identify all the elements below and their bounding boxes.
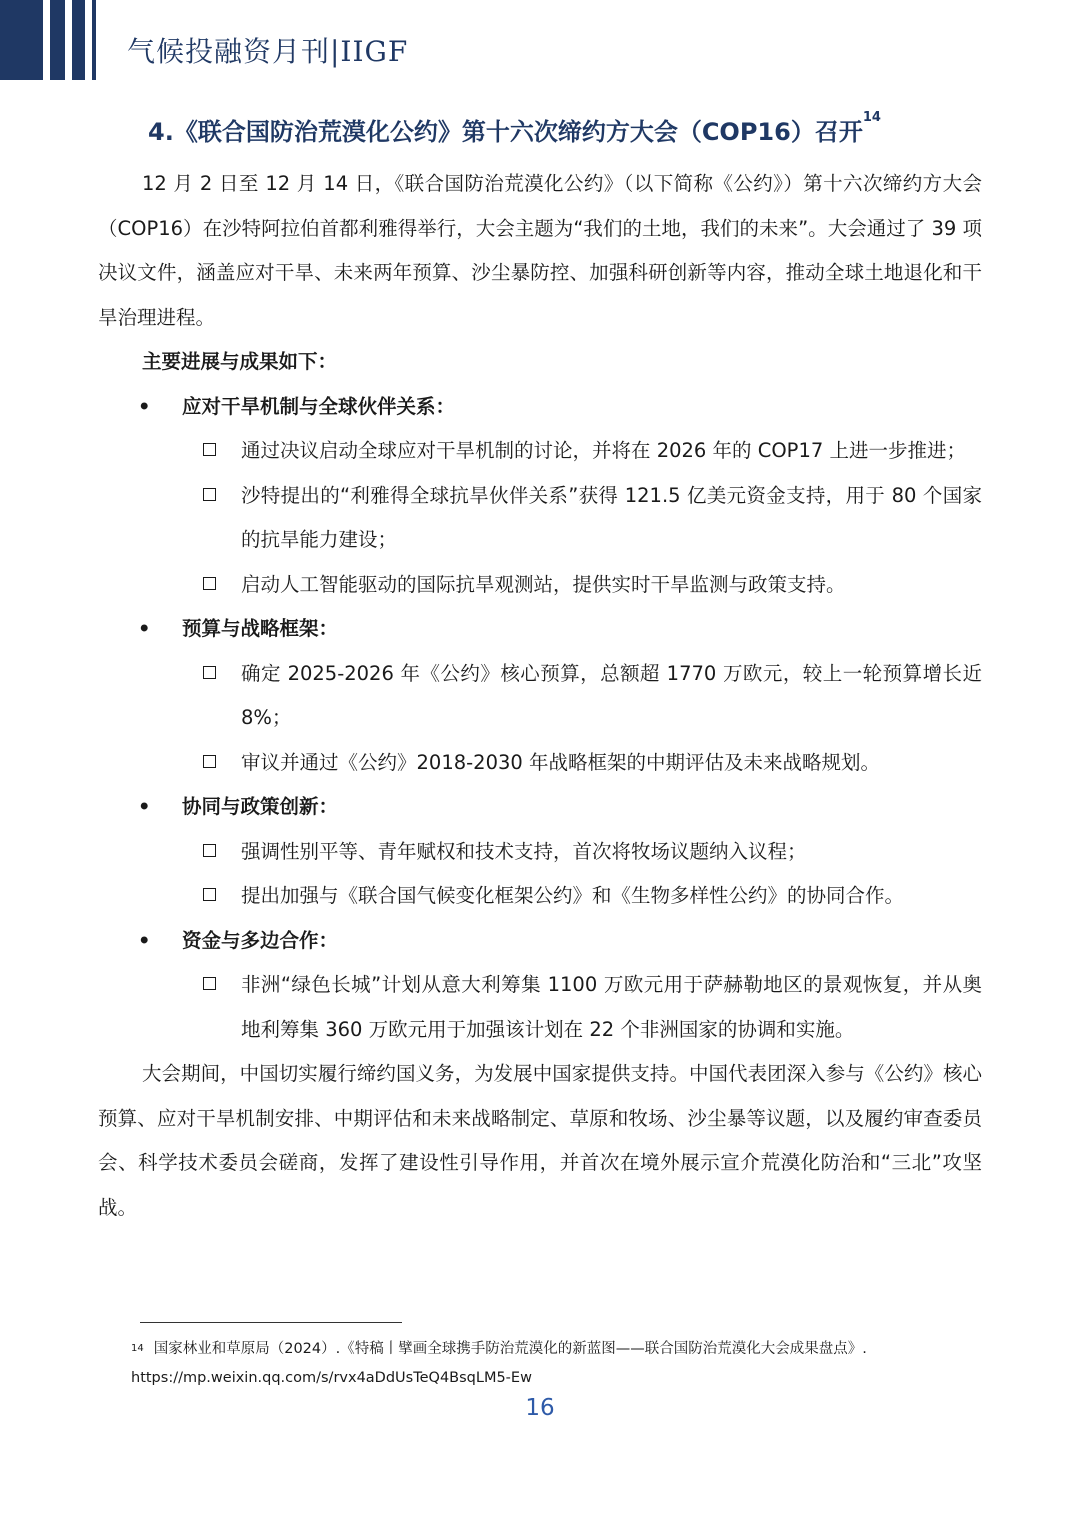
checkbox-icon [203, 443, 216, 456]
list-item-text: 确定 2025-2026 年《公约》核心预算，总额超 1770 万欧元，较上一轮预算增长近 8%； [241, 661, 982, 729]
list-item [98, 563, 982, 608]
page-number: 16 [525, 1395, 555, 1421]
list-item-text: 审议并通过《公约》2018-2030 年战略框架的中期评估及未来战略规划。 [241, 750, 880, 774]
section-title [148, 112, 881, 147]
header-bar [0, 0, 43, 80]
list-item [98, 963, 982, 1052]
footnote-number: 14 [131, 1343, 144, 1354]
footnote-ref: 14 [862, 110, 881, 125]
list-item-text: 强调性别平等、青年赋权和技术支持，首次将牧场议题纳入议程； [241, 839, 807, 863]
intro-paragraph: 12 月 2 日至 12 月 14 日，《联合国防治荒漠化公约》（以下简称《公约》）第十六次缔约方大会（COP16）在沙特阿拉伯首都利雅得举行，大会主题为“我们的土地，我们的未来”。大会通过了 39 项决议文件，涵盖应对干旱、未来两年预算、沙尘暴防控、加强科研创新等内容，推动全球土地退化和干旱治理进程。 [98, 172, 982, 329]
article-body [98, 162, 982, 1230]
list-item [98, 874, 982, 919]
bullet-heading [98, 607, 982, 652]
closing-paragraph: 大会期间，中国切实履行缔约国义务，为发展中国家提供支持。中国代表团深入参与《公约》核心预算、应对干旱机制安排、中期评估和未来战略制定、草原和牧场、沙尘暴等议题，以及履约审查委员会、科学技术委员会磋商，发挥了建设性引导作用，并首次在境外展示宣介荒漠化防治和“三北”攻坚战。 [98, 1062, 982, 1219]
bullet-heading [98, 919, 982, 964]
header-bar [50, 0, 65, 80]
list-item [98, 652, 982, 741]
checkbox-icon [203, 577, 216, 590]
section-title-text: 4.《联合国防治荒漠化公约》第十六次缔约方大会（COP16）召开 [148, 118, 863, 146]
footnote-divider [140, 1322, 402, 1323]
list-item-text: 沙特提出的“利雅得全球抗旱伙伴关系”获得 121.5 亿美元资金支持，用于 80 个国家的抗旱能力建设； [241, 483, 982, 551]
checkbox-icon [203, 844, 216, 857]
header-title: 气候投融资月刊|IIGF [127, 35, 409, 68]
header-bar [92, 0, 96, 80]
list-item [98, 741, 982, 786]
bullet-heading-text: 预算与战略框架： [182, 617, 339, 640]
bullet-dot: • [138, 795, 151, 818]
checkbox-icon [203, 755, 216, 768]
checkbox-icon [203, 888, 216, 901]
list-item [98, 429, 982, 474]
list-item [98, 830, 982, 875]
bullet-dot: • [138, 928, 151, 952]
bullet-heading [98, 385, 982, 430]
bullet-dot: • [138, 394, 151, 418]
list-item-text: 启动人工智能驱动的国际抗旱观测站，提供实时干旱监测与政策支持。 [241, 572, 846, 596]
bullet-dot: • [138, 617, 151, 640]
list-item [98, 474, 982, 563]
progress-heading: 主要进展与成果如下： [142, 350, 338, 373]
list-item-text: 提出加强与《联合国气候变化框架公约》和《生物多样性公约》的协同合作。 [241, 884, 905, 907]
bullet-heading [98, 785, 982, 830]
footnote-url[interactable]: https://mp.weixin.qq.com/s/rvx4aDdUsTeQ4BsqLM5-Ew [131, 1370, 532, 1386]
bullet-heading-text: 协同与政策创新： [182, 795, 339, 818]
footnote [131, 1335, 991, 1393]
list-item-text: 通过决议启动全球应对干旱机制的讨论，并将在 2026 年的 COP17 上进一步推进； [241, 439, 966, 462]
checkbox-icon [203, 977, 216, 990]
checkbox-icon [203, 666, 216, 679]
header-bar [72, 0, 85, 80]
bullet-heading-text: 应对干旱机制与全球伙伴关系： [182, 394, 456, 418]
footnote-text: 国家林业和草原局（2024）.《特稿丨擘画全球携手防治荒漠化的新蓝图——联合国防治荒漠化大会成果盘点》. [153, 1341, 867, 1357]
footnote-line [131, 1335, 991, 1364]
bullet-heading-text: 资金与多边合作： [182, 928, 339, 952]
list-item-text: 非洲“绿色长城”计划从意大利筹集 1100 万欧元用于萨赫勒地区的景观恢复，并从奥地利筹集 360 万欧元用于加强该计划在 22 个非洲国家的协调和实施。 [241, 973, 982, 1041]
checkbox-icon [203, 488, 216, 501]
